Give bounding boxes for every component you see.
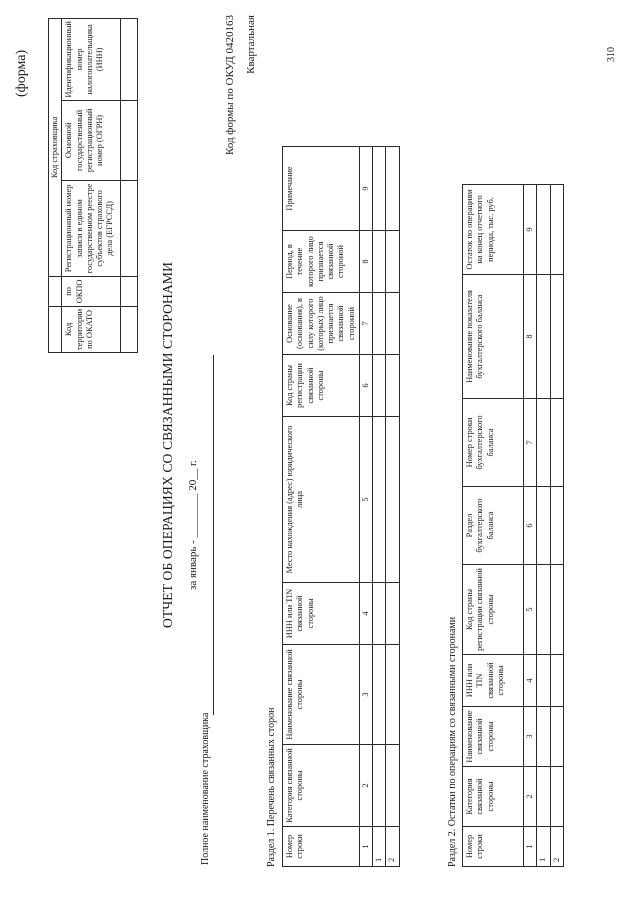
s1-colnum: 1 [359,827,372,867]
full-name-label: Полное наименование страховщика [200,712,211,865]
s2-header-indicator: Наименование показателя бухгалтерского баланса [463,275,524,399]
okato-value [121,306,138,352]
egrssd-header: Регистрационный номер записи в едином государственном реестре субъектов страхового дела (ЕГРССД) [62,180,121,276]
s2-colnum: 9 [524,185,537,275]
s1-header-category: Категория связанной стороны [283,745,360,827]
full-name-line [212,355,214,715]
insurer-codes-header: Код страховщика [49,18,62,276]
s1-colnum: 9 [359,147,372,231]
insurer-codes-table [48,18,138,353]
s1-colnum: 6 [359,355,372,417]
s1-header-row-number: Номер строки [283,827,360,867]
s2-colnum: 4 [524,655,537,707]
inn-header: Идентификационный номер налогоплательщика (ИНН) [62,18,121,100]
form-label: (форма) [14,49,29,97]
related-parties-table [282,146,400,867]
s2-header-country: Код страны регистрации связанной стороны [463,565,524,655]
s1-header-inn: ИНН или TIN связанной стороны [283,583,360,645]
s1-colnum: 5 [359,417,372,583]
s1-header-name: Наименование связанной стороны [283,645,360,745]
s1-row-number: 2 [386,827,399,867]
page-number: 310 [606,47,617,62]
s2-colnum: 8 [524,275,537,399]
report-period: за январь - ________ 20__ г. [187,459,199,590]
table-row [373,147,386,867]
s2-header-balance-section: Раздел бухгалтерского баланса [463,487,524,565]
s2-colnum: 1 [524,827,537,867]
s2-colnum: 5 [524,565,537,655]
okud-code: Код формы по ОКУД 0420163 [224,15,236,156]
balances-table [462,184,564,867]
s2-header-name: Наименование связанной стороны [463,707,524,767]
table-row [550,185,563,867]
report-title: ОТЧЕТ ОБ ОПЕРАЦИЯХ СО СВЯЗАННЫМИ СТОРОНАМИ [160,262,175,628]
okpo-header: по ОКПО [62,276,121,306]
s1-header-period: Период, в течение которого лицо признается связанной стороной [283,231,360,293]
table-row [386,147,399,867]
s2-header-balance: Остаток по операциям на конец отчетного периода, тыс. руб. [463,185,524,275]
s2-colnum: 7 [524,399,537,487]
s2-header-row-number: Номер строки [463,827,524,867]
s1-colnum: 4 [359,583,372,645]
ogrn-value [121,100,138,180]
s1-colnum: 8 [359,231,372,293]
periodicity: Квартальная [245,15,257,74]
s1-header-address: Место нахождения (адрес) юридического лица [283,417,360,583]
s1-colnum: 7 [359,293,372,355]
s1-header-note: Примечание [283,147,360,231]
ogrn-header: Основной государственный регистрационный номер (ОГРН) [62,100,121,180]
s2-row-number: 1 [537,827,550,867]
s1-header-basis: Основание (основания), в силу которого (которых) лицо признается связанной стороной [283,293,360,355]
s2-header-inn: ИНН или TIN связанной стороны [463,655,524,707]
inn-value [121,18,138,100]
s1-row-number: 1 [373,827,386,867]
table-row [537,185,550,867]
section2-title: Раздел 2. Остатки по операциям со связанными сторонами [447,616,458,867]
s2-colnum: 2 [524,767,537,827]
okpo-value [121,276,138,306]
section1-title: Раздел 1. Перечень связанных сторон [266,707,277,867]
okato-header: Код территории по ОКАТО [62,306,121,352]
s1-header-country: Код страны регистрации связанной стороны [283,355,360,417]
s2-colnum: 6 [524,487,537,565]
s1-colnum: 3 [359,645,372,745]
s2-header-category: Категория связанной стороны [463,767,524,827]
s2-colnum: 3 [524,707,537,767]
s2-row-number: 2 [550,827,563,867]
egrssd-value [121,180,138,276]
s1-colnum: 2 [359,745,372,827]
s2-header-balance-line: Номер строки бухгалтерского баланса [463,399,524,487]
